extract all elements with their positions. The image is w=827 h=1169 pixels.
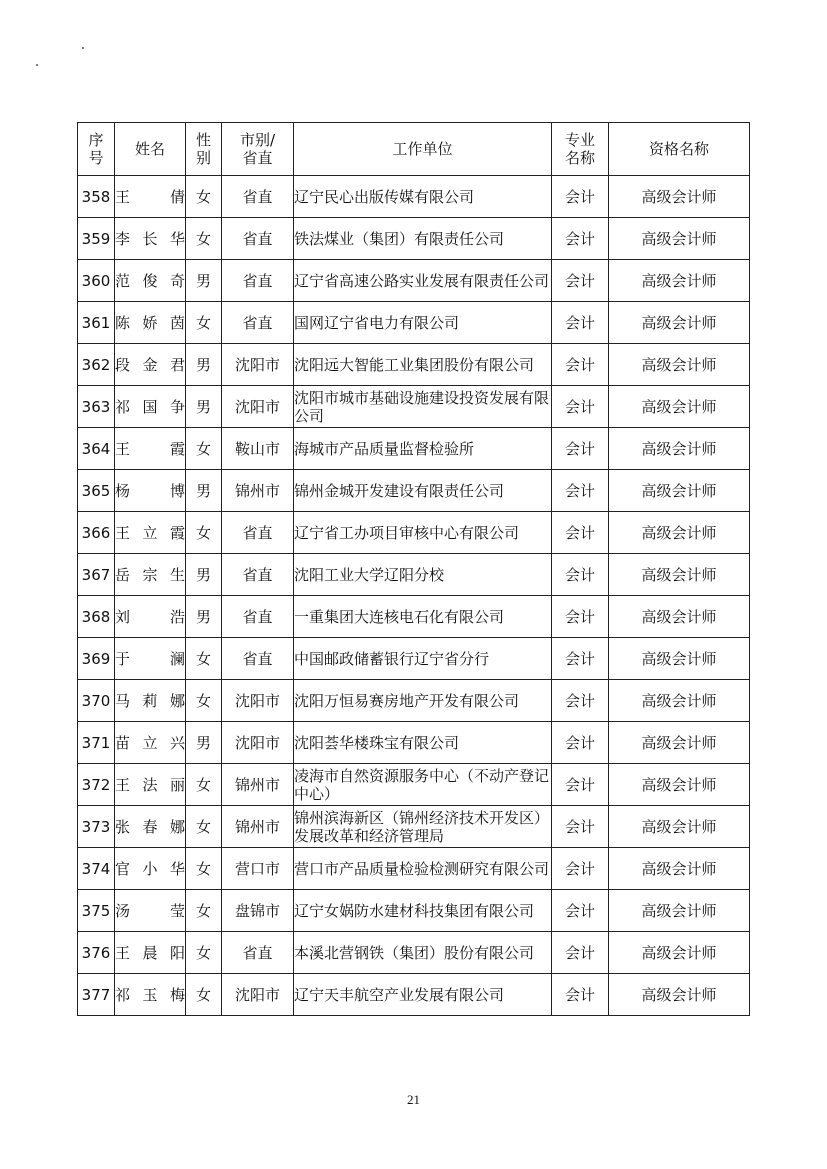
row-city: 省直 bbox=[222, 218, 294, 260]
row-qualification: 高级会计师 bbox=[609, 680, 750, 722]
row-seq: 360 bbox=[78, 260, 115, 302]
row-city: 省直 bbox=[222, 260, 294, 302]
row-city: 省直 bbox=[222, 638, 294, 680]
row-unit: 沈阳市城市基础设施建设投资发展有限公司 bbox=[294, 386, 552, 428]
row-gender: 女 bbox=[186, 806, 222, 848]
row-qualification: 高级会计师 bbox=[609, 848, 750, 890]
row-seq: 372 bbox=[78, 764, 115, 806]
table-row bbox=[78, 176, 750, 218]
table-row bbox=[78, 260, 750, 302]
row-qualification: 高级会计师 bbox=[609, 554, 750, 596]
row-major: 会计 bbox=[552, 176, 609, 218]
row-qualification: 高级会计师 bbox=[609, 932, 750, 974]
row-qualification: 高级会计师 bbox=[609, 638, 750, 680]
row-name: 马莉娜 bbox=[115, 680, 186, 722]
row-seq: 364 bbox=[78, 428, 115, 470]
row-name: 段金君 bbox=[115, 344, 186, 386]
row-qualification: 高级会计师 bbox=[609, 218, 750, 260]
table-row bbox=[78, 428, 750, 470]
row-gender: 女 bbox=[186, 890, 222, 932]
row-seq: 363 bbox=[78, 386, 115, 428]
row-seq: 377 bbox=[78, 974, 115, 1016]
row-seq: 370 bbox=[78, 680, 115, 722]
row-name: 官小华 bbox=[115, 848, 186, 890]
row-qualification: 高级会计师 bbox=[609, 176, 750, 218]
row-major: 会计 bbox=[552, 344, 609, 386]
row-city: 省直 bbox=[222, 302, 294, 344]
row-qualification: 高级会计师 bbox=[609, 806, 750, 848]
row-unit: 辽宁民心出版传媒有限公司 bbox=[294, 176, 552, 218]
row-name: 张春娜 bbox=[115, 806, 186, 848]
row-major: 会计 bbox=[552, 848, 609, 890]
table-row bbox=[78, 470, 750, 512]
row-major: 会计 bbox=[552, 722, 609, 764]
row-unit: 沈阳远大智能工业集团股份有限公司 bbox=[294, 344, 552, 386]
row-seq: 376 bbox=[78, 932, 115, 974]
row-qualification: 高级会计师 bbox=[609, 260, 750, 302]
row-major: 会计 bbox=[552, 470, 609, 512]
row-name: 祁国争 bbox=[115, 386, 186, 428]
row-gender: 男 bbox=[186, 470, 222, 512]
row-gender: 女 bbox=[186, 176, 222, 218]
row-seq: 367 bbox=[78, 554, 115, 596]
row-name: 杨博 bbox=[115, 470, 186, 512]
table-row bbox=[78, 386, 750, 428]
table-row bbox=[78, 302, 750, 344]
row-qualification: 高级会计师 bbox=[609, 512, 750, 554]
row-qualification: 高级会计师 bbox=[609, 764, 750, 806]
row-qualification: 高级会计师 bbox=[609, 428, 750, 470]
row-city: 沈阳市 bbox=[222, 974, 294, 1016]
row-unit: 本溪北营钢铁（集团）股份有限公司 bbox=[294, 932, 552, 974]
row-qualification: 高级会计师 bbox=[609, 890, 750, 932]
row-city: 省直 bbox=[222, 932, 294, 974]
table-row bbox=[78, 680, 750, 722]
row-city: 沈阳市 bbox=[222, 722, 294, 764]
row-qualification: 高级会计师 bbox=[609, 344, 750, 386]
row-gender: 男 bbox=[186, 722, 222, 764]
row-seq: 368 bbox=[78, 596, 115, 638]
row-seq: 371 bbox=[78, 722, 115, 764]
row-major: 会计 bbox=[552, 680, 609, 722]
row-name: 刘浩 bbox=[115, 596, 186, 638]
row-unit: 营口市产品质量检验检测研究有限公司 bbox=[294, 848, 552, 890]
row-unit: 沈阳工业大学辽阳分校 bbox=[294, 554, 552, 596]
row-major: 会计 bbox=[552, 302, 609, 344]
table-row bbox=[78, 512, 750, 554]
row-major: 会计 bbox=[552, 932, 609, 974]
row-city: 锦州市 bbox=[222, 806, 294, 848]
row-gender: 女 bbox=[186, 974, 222, 1016]
table-row bbox=[78, 764, 750, 806]
row-city: 锦州市 bbox=[222, 764, 294, 806]
row-gender: 女 bbox=[186, 932, 222, 974]
row-gender: 男 bbox=[186, 596, 222, 638]
row-name: 陈娇茵 bbox=[115, 302, 186, 344]
row-seq: 361 bbox=[78, 302, 115, 344]
header-unit: 工作单位 bbox=[294, 123, 552, 176]
table-row bbox=[78, 344, 750, 386]
row-city: 鞍山市 bbox=[222, 428, 294, 470]
row-unit: 国网辽宁省电力有限公司 bbox=[294, 302, 552, 344]
row-name: 王立霞 bbox=[115, 512, 186, 554]
row-major: 会计 bbox=[552, 386, 609, 428]
row-unit: 辽宁省高速公路实业发展有限责任公司 bbox=[294, 260, 552, 302]
row-gender: 女 bbox=[186, 680, 222, 722]
row-seq: 374 bbox=[78, 848, 115, 890]
row-city: 省直 bbox=[222, 596, 294, 638]
row-city: 盘锦市 bbox=[222, 890, 294, 932]
header-name: 姓名 bbox=[115, 123, 186, 176]
row-gender: 女 bbox=[186, 638, 222, 680]
header-gender: 性别 bbox=[186, 123, 222, 176]
page-number: 21 bbox=[407, 1092, 420, 1107]
row-gender: 女 bbox=[186, 848, 222, 890]
row-unit: 辽宁女娲防水建材科技集团有限公司 bbox=[294, 890, 552, 932]
row-city: 省直 bbox=[222, 554, 294, 596]
row-gender: 男 bbox=[186, 344, 222, 386]
row-name: 范俊奇 bbox=[115, 260, 186, 302]
row-unit: 锦州滨海新区（锦州经济技术开发区）发展改革和经济管理局 bbox=[294, 806, 552, 848]
row-seq: 366 bbox=[78, 512, 115, 554]
header-seq: 序号 bbox=[78, 123, 115, 176]
table-row bbox=[78, 848, 750, 890]
table-row bbox=[78, 722, 750, 764]
row-seq: 358 bbox=[78, 176, 115, 218]
header-city: 市别/省直 bbox=[222, 123, 294, 176]
table-row bbox=[78, 638, 750, 680]
row-major: 会计 bbox=[552, 638, 609, 680]
row-seq: 362 bbox=[78, 344, 115, 386]
row-major: 会计 bbox=[552, 218, 609, 260]
row-gender: 女 bbox=[186, 512, 222, 554]
table-row bbox=[78, 806, 750, 848]
row-name: 汤莹 bbox=[115, 890, 186, 932]
table-row bbox=[78, 932, 750, 974]
row-name: 于澜 bbox=[115, 638, 186, 680]
row-major: 会计 bbox=[552, 974, 609, 1016]
table-body bbox=[78, 176, 750, 1016]
row-city: 省直 bbox=[222, 512, 294, 554]
row-major: 会计 bbox=[552, 806, 609, 848]
row-gender: 女 bbox=[186, 302, 222, 344]
qualification-table bbox=[77, 122, 750, 1016]
row-major: 会计 bbox=[552, 554, 609, 596]
row-name: 王法丽 bbox=[115, 764, 186, 806]
row-seq: 375 bbox=[78, 890, 115, 932]
row-city: 锦州市 bbox=[222, 470, 294, 512]
header-major: 专业名称 bbox=[552, 123, 609, 176]
row-unit: 辽宁天丰航空产业发展有限公司 bbox=[294, 974, 552, 1016]
row-seq: 369 bbox=[78, 638, 115, 680]
row-qualification: 高级会计师 bbox=[609, 302, 750, 344]
table-row bbox=[78, 974, 750, 1016]
row-qualification: 高级会计师 bbox=[609, 470, 750, 512]
row-qualification: 高级会计师 bbox=[609, 722, 750, 764]
row-qualification: 高级会计师 bbox=[609, 974, 750, 1016]
header-qualification: 资格名称 bbox=[609, 123, 750, 176]
row-unit: 沈阳荟华楼珠宝有限公司 bbox=[294, 722, 552, 764]
scan-speck bbox=[36, 64, 38, 66]
row-unit: 海城市产品质量监督检验所 bbox=[294, 428, 552, 470]
row-name: 王霞 bbox=[115, 428, 186, 470]
row-gender: 男 bbox=[186, 386, 222, 428]
header-row bbox=[78, 123, 750, 176]
row-name: 王倩 bbox=[115, 176, 186, 218]
table-row bbox=[78, 596, 750, 638]
row-city: 沈阳市 bbox=[222, 680, 294, 722]
row-major: 会计 bbox=[552, 764, 609, 806]
row-gender: 男 bbox=[186, 260, 222, 302]
row-city: 沈阳市 bbox=[222, 386, 294, 428]
row-unit: 锦州金城开发建设有限责任公司 bbox=[294, 470, 552, 512]
row-qualification: 高级会计师 bbox=[609, 596, 750, 638]
row-seq: 373 bbox=[78, 806, 115, 848]
table-row bbox=[78, 890, 750, 932]
row-unit: 铁法煤业（集团）有限责任公司 bbox=[294, 218, 552, 260]
row-major: 会计 bbox=[552, 596, 609, 638]
row-city: 营口市 bbox=[222, 848, 294, 890]
row-name: 祁玉梅 bbox=[115, 974, 186, 1016]
row-unit: 中国邮政储蓄银行辽宁省分行 bbox=[294, 638, 552, 680]
row-name: 岳宗生 bbox=[115, 554, 186, 596]
row-major: 会计 bbox=[552, 890, 609, 932]
scan-speck bbox=[82, 47, 84, 49]
row-gender: 女 bbox=[186, 764, 222, 806]
row-unit: 沈阳万恒易赛房地产开发有限公司 bbox=[294, 680, 552, 722]
row-unit: 凌海市自然资源服务中心（不动产登记中心） bbox=[294, 764, 552, 806]
row-city: 沈阳市 bbox=[222, 344, 294, 386]
row-major: 会计 bbox=[552, 428, 609, 470]
row-name: 李长华 bbox=[115, 218, 186, 260]
row-major: 会计 bbox=[552, 512, 609, 554]
row-unit: 一重集团大连核电石化有限公司 bbox=[294, 596, 552, 638]
table-row bbox=[78, 218, 750, 260]
row-gender: 女 bbox=[186, 218, 222, 260]
row-gender: 女 bbox=[186, 428, 222, 470]
table-row bbox=[78, 554, 750, 596]
row-major: 会计 bbox=[552, 260, 609, 302]
row-seq: 359 bbox=[78, 218, 115, 260]
row-city: 省直 bbox=[222, 176, 294, 218]
row-name: 王晨阳 bbox=[115, 932, 186, 974]
row-name: 苗立兴 bbox=[115, 722, 186, 764]
row-unit: 辽宁省工办项目审核中心有限公司 bbox=[294, 512, 552, 554]
row-seq: 365 bbox=[78, 470, 115, 512]
row-gender: 男 bbox=[186, 554, 222, 596]
row-qualification: 高级会计师 bbox=[609, 386, 750, 428]
